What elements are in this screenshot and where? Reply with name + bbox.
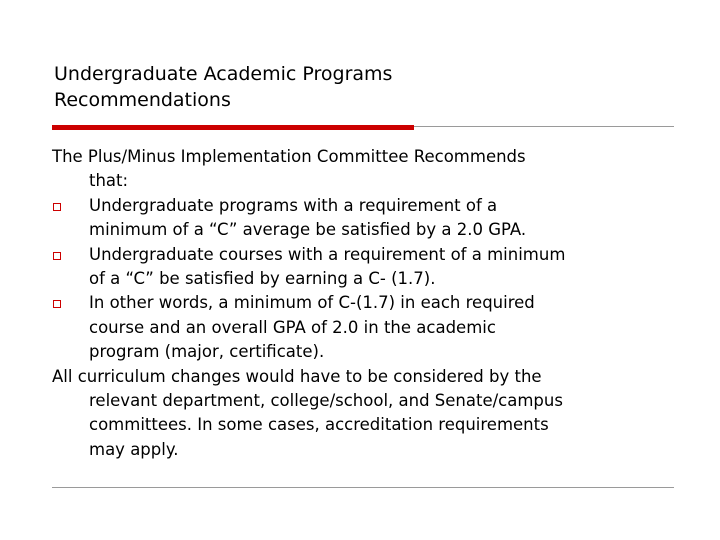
slide-title-line-2: Recommendations <box>54 89 231 111</box>
bullet-2-line-2: of a “C” be satisfied by earning a C- (1.7). <box>89 269 436 289</box>
bullet-item-3 <box>52 291 692 364</box>
closing-line-2: relevant department, college/school, and Senate/campus <box>89 391 563 411</box>
closing-line-4: may apply. <box>89 439 179 459</box>
intro-line-1: The Plus/Minus Implementation Committee Recommends <box>52 147 526 166</box>
footer-divider-line <box>52 487 674 488</box>
bullet-1-line-1: Undergraduate programs with a requirement of a <box>89 195 498 215</box>
closing-line-1: All curriculum changes would have to be considered by the <box>52 366 542 386</box>
bullet-item-2 <box>52 243 692 292</box>
title-accent-bar <box>52 125 414 130</box>
bullet-3-line-2: course and an overall GPA of 2.0 in the academic <box>89 317 496 337</box>
bullet-item-1 <box>52 194 692 243</box>
hollow-square-bullet-icon <box>53 300 61 308</box>
bullet-2-line-1: Undergraduate courses with a requirement of a minimum <box>89 244 566 264</box>
bullet-3-line-3: program (major, certificate). <box>89 342 325 362</box>
intro-paragraph <box>52 145 692 194</box>
bullet-1-line-2: minimum of a “C” average be satisfied by a 2.0 GPA. <box>89 220 527 240</box>
closing-paragraph <box>52 365 692 463</box>
hollow-square-bullet-icon <box>53 203 61 211</box>
slide-body <box>52 145 692 462</box>
hollow-square-bullet-icon <box>53 252 61 260</box>
slide-title-line-1: Undergraduate Academic Programs <box>54 63 393 85</box>
closing-line-3: committees. In some cases, accreditation requirements <box>89 415 549 435</box>
intro-line-2: that: <box>89 171 129 191</box>
bullet-3-line-1: In other words, a minimum of C-(1.7) in each required <box>89 293 535 313</box>
slide-title <box>54 61 674 113</box>
